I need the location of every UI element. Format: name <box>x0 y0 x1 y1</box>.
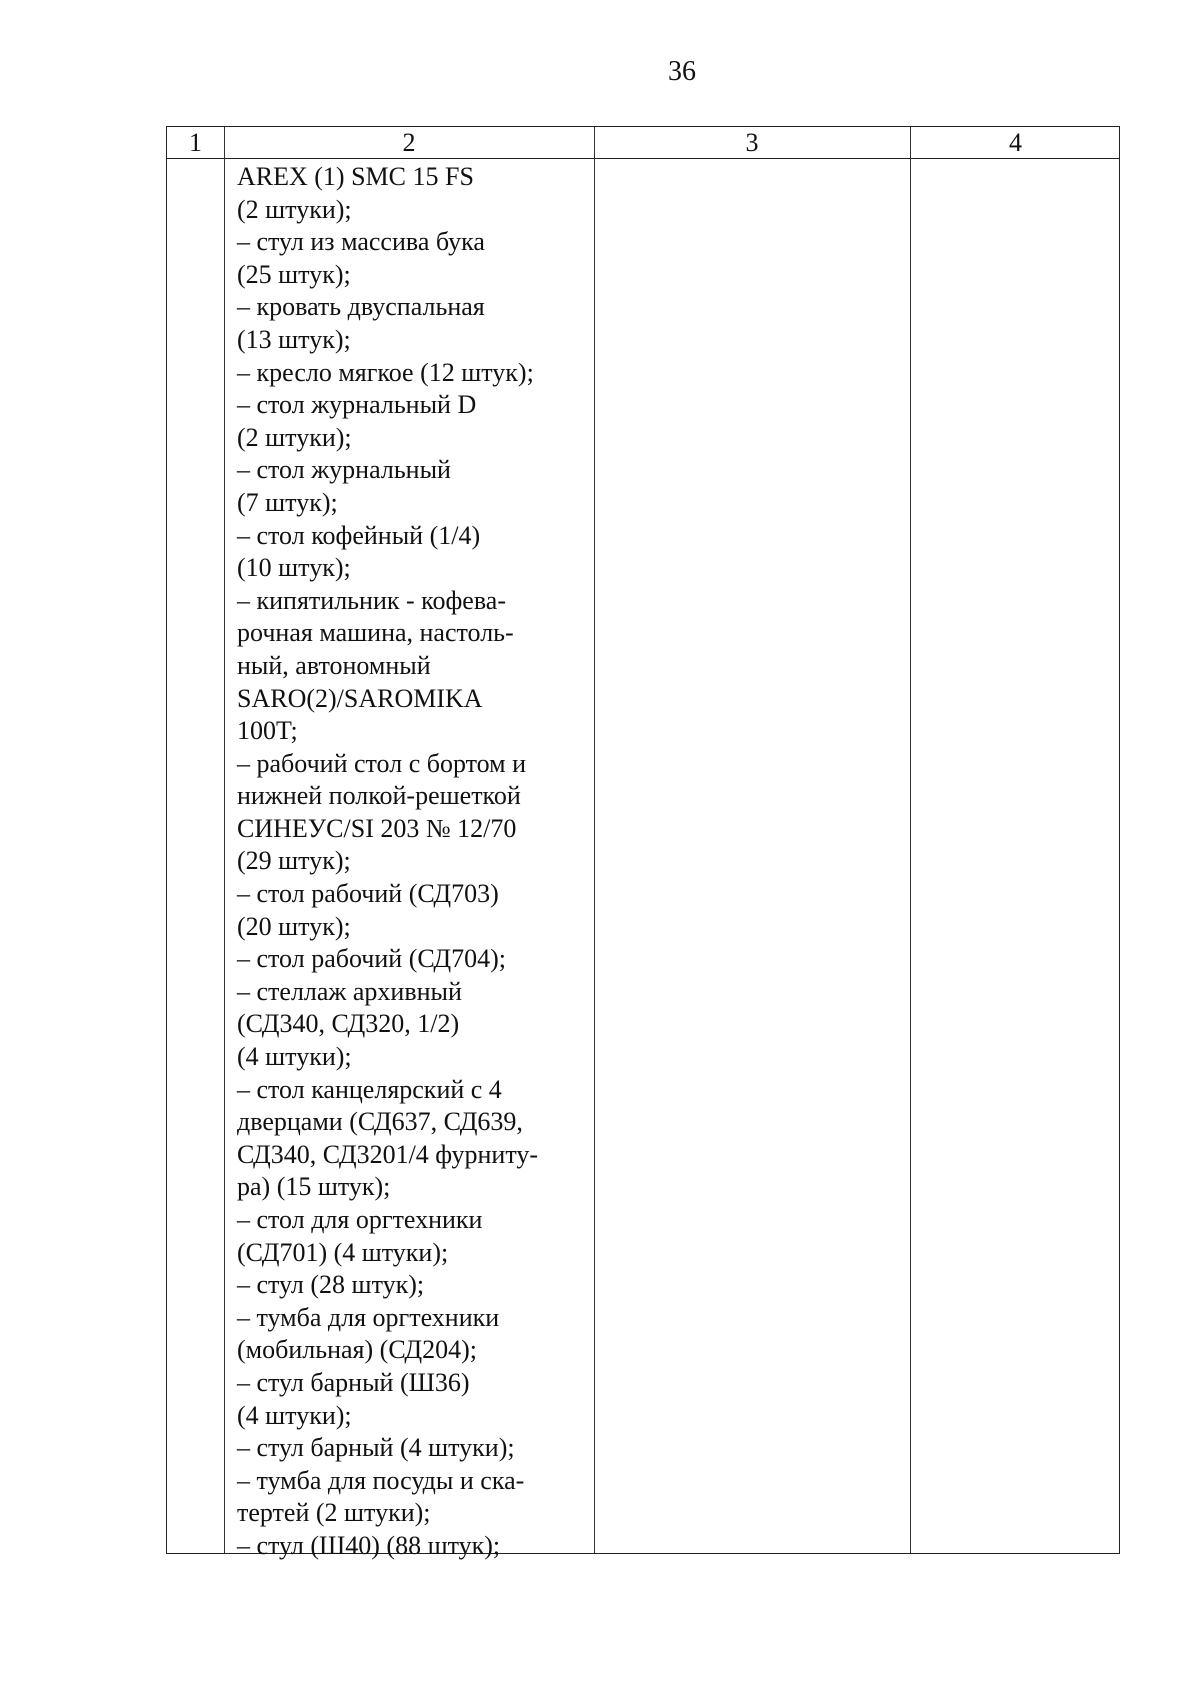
item-line: – рабочий стол с бортом и <box>237 748 527 778</box>
table-cell-col-2 <box>237 159 587 1563</box>
item-line: (СД701) (4 штуки); <box>237 1237 449 1267</box>
item-line: – стол журнальный D <box>237 390 477 420</box>
item-line: (29 штук); <box>237 846 351 876</box>
item-line: – кровать двуспальная <box>237 292 485 322</box>
item-line: – кипятильник - кофева- <box>237 585 506 615</box>
item-line: – стол рабочий (СД704); <box>237 944 507 974</box>
item-line: – стеллаж архивный <box>237 976 462 1006</box>
inventory-table <box>166 126 1120 1560</box>
item-line: – тумба для оргтехники <box>237 1302 500 1332</box>
item-line: СД340, СД3201/4 фурниту- <box>237 1139 538 1169</box>
header-col-1: 1 <box>189 128 202 157</box>
item-line: (СД340, СД320, 1/2) <box>237 1009 460 1039</box>
table-header-row <box>167 127 1119 159</box>
item-line: – стол рабочий (СД703) <box>237 879 499 909</box>
item-line: рочная машина, настоль- <box>237 618 514 648</box>
item-line: – кресло мягкое (12 штук); <box>237 357 534 387</box>
item-line: нижней полкой-решеткой <box>237 781 521 811</box>
item-line: дверцами (СД637, СД639, <box>237 1107 523 1137</box>
item-line: (2 штуки); <box>237 422 352 452</box>
item-line: – стол кофейный (1/4) <box>237 520 481 550</box>
item-line: – стул барный (4 штуки); <box>237 1433 515 1463</box>
column-divider-2 <box>594 127 595 1553</box>
item-line: – стул (28 штук); <box>237 1270 425 1300</box>
item-line: – стол для оргтехники <box>237 1205 483 1234</box>
column-divider-3 <box>910 127 911 1553</box>
header-col-4: 4 <box>1009 128 1022 157</box>
page-number: 36 <box>668 56 696 87</box>
item-line: – стул из массива бука <box>237 227 485 257</box>
item-line: (13 штук); <box>237 324 351 354</box>
item-line: (2 штуки); <box>237 194 352 224</box>
column-divider-1 <box>224 127 225 1553</box>
item-line: ный, автономный <box>237 650 431 680</box>
item-line: тертей (2 штуки); <box>237 1498 431 1528</box>
item-line: (4 штуки); <box>237 1042 352 1072</box>
item-line: (4 штуки); <box>237 1400 352 1430</box>
item-line: – стол журнальный <box>237 455 451 485</box>
item-line: (мобильная) (СД204); <box>237 1335 477 1365</box>
item-line: – стул барный (Ш36) <box>237 1367 470 1397</box>
item-line: – тумба для посуды и ска- <box>237 1465 525 1495</box>
item-line: (7 штук); <box>237 487 338 517</box>
item-line: (20 штук); <box>237 911 351 941</box>
item-line: 100T; <box>237 716 298 746</box>
item-line: СИНЕУС/SI 203 № 12/70 <box>237 813 517 843</box>
item-line: – стол канцелярский с 4 <box>237 1074 502 1104</box>
header-col-3: 3 <box>745 128 759 157</box>
item-line: ра) (15 штук); <box>237 1172 391 1202</box>
item-line: SARO(2)/SAROMIKA <box>237 683 483 713</box>
item-line: (25 штук); <box>237 259 351 289</box>
item-line: (10 штук); <box>237 553 351 583</box>
item-line: – стул (Ш40) (88 штук); <box>237 1530 501 1560</box>
header-col-2: 2 <box>402 128 416 157</box>
item-line: AREX (1) SMC 15 FS <box>237 162 474 191</box>
